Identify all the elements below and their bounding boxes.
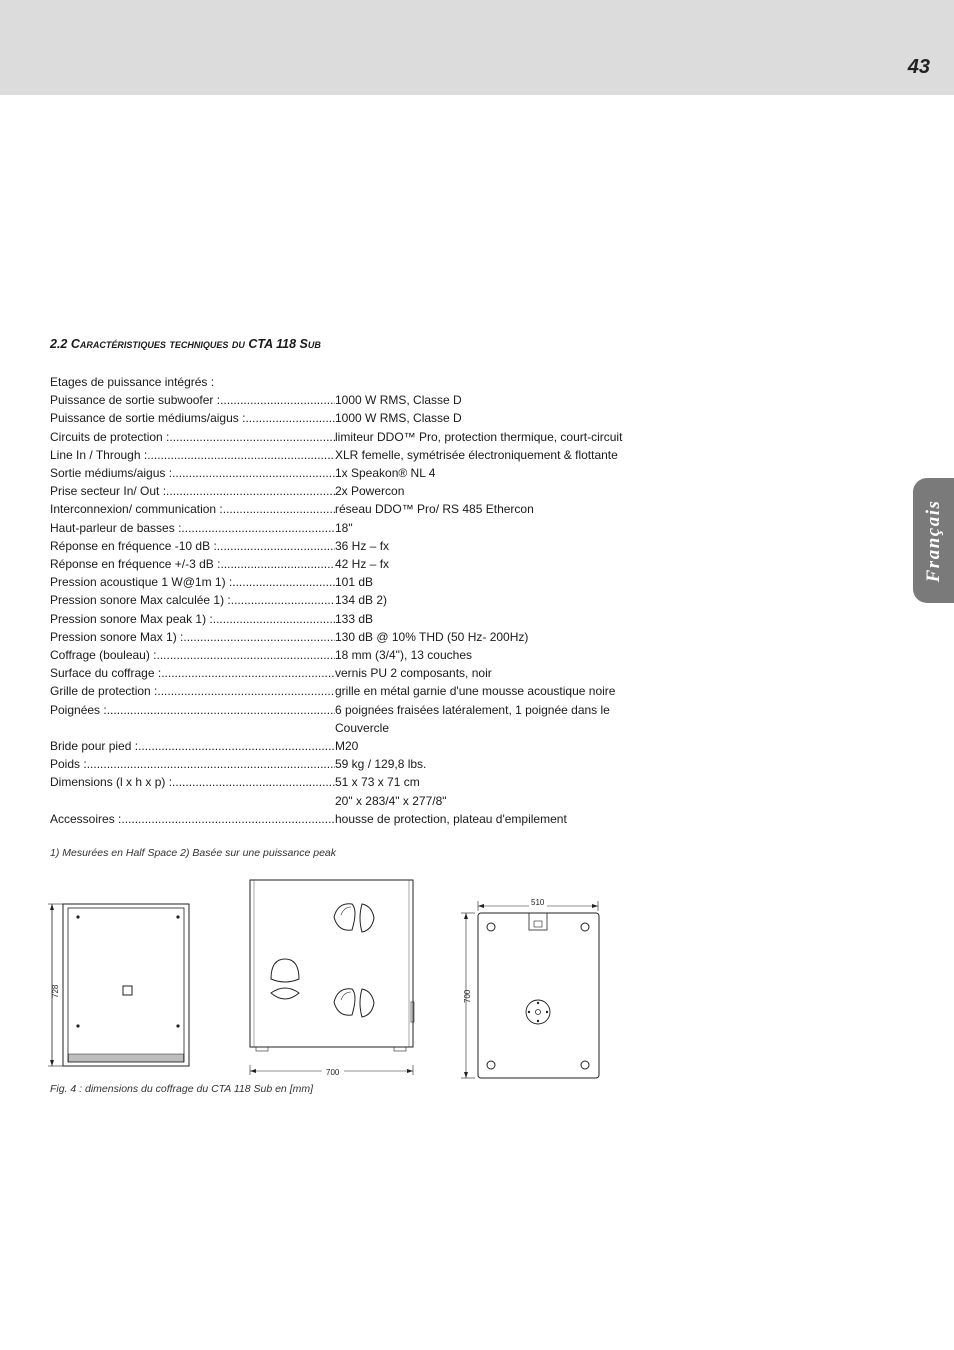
spec-row bbox=[50, 737, 650, 755]
spec-label-text: Prise secteur In/ Out : bbox=[50, 484, 167, 499]
leader-dots bbox=[181, 519, 335, 537]
spec-row bbox=[50, 628, 650, 646]
spec-label bbox=[50, 464, 335, 482]
spec-value: 18" bbox=[335, 520, 353, 535]
spec-label bbox=[50, 482, 335, 500]
leader-dots bbox=[172, 464, 335, 482]
spec-label bbox=[50, 537, 335, 555]
spec-row bbox=[50, 664, 650, 682]
spec-label bbox=[50, 573, 335, 591]
spec-label-text: Interconnexion/ communication : bbox=[50, 502, 223, 517]
language-tab bbox=[913, 478, 954, 603]
leader-dots bbox=[172, 773, 335, 791]
specs-list bbox=[50, 373, 650, 828]
leader-dots bbox=[183, 628, 335, 646]
spec-label-text: Pression sonore Max 1) : bbox=[50, 629, 184, 644]
spec-label bbox=[50, 591, 335, 609]
spec-row bbox=[50, 792, 650, 810]
spec-label-text: Sortie médiums/aigus : bbox=[50, 466, 173, 481]
spec-value: 133 dB bbox=[335, 611, 374, 626]
spec-row bbox=[50, 719, 650, 737]
section-title-text: Caractéristiques techniques du CTA 118 Sub bbox=[70, 337, 321, 351]
spec-label-text: Pression sonore Max peak 1) : bbox=[50, 611, 213, 626]
leader-dots bbox=[220, 555, 335, 573]
spec-label bbox=[50, 555, 335, 573]
spec-row bbox=[50, 519, 650, 537]
side-view-drawing bbox=[246, 877, 418, 1079]
leader-dots bbox=[107, 701, 335, 719]
spec-value: grille en métal garnie d'une mousse acoustique noire bbox=[335, 684, 616, 699]
spec-label-text: Haut-parleur de basses : bbox=[50, 520, 182, 535]
spec-label-text: Grille de protection : bbox=[50, 684, 158, 699]
spec-label bbox=[50, 646, 335, 664]
spec-row bbox=[50, 610, 650, 628]
spec-label bbox=[50, 428, 335, 446]
spec-label bbox=[50, 682, 335, 700]
leader-dots bbox=[232, 573, 335, 591]
spec-value: M20 bbox=[335, 739, 359, 754]
spec-label bbox=[50, 664, 335, 682]
spec-row bbox=[50, 810, 650, 828]
spec-label bbox=[50, 737, 335, 755]
spec-label-text: Dimensions (l x h x p) : bbox=[50, 775, 173, 790]
spec-label-text: Réponse en fréquence -10 dB : bbox=[50, 538, 217, 553]
leader-dots bbox=[231, 591, 335, 609]
spec-row bbox=[50, 646, 650, 664]
spec-row bbox=[50, 701, 650, 719]
spec-value: 1000 W RMS, Classe D bbox=[335, 411, 462, 426]
spec-label bbox=[50, 391, 335, 409]
spec-row bbox=[50, 755, 650, 773]
bottom-depth-label: 700 bbox=[463, 989, 472, 1003]
bottom-width-label: 510 bbox=[531, 898, 545, 907]
spec-value: 42 Hz – fx bbox=[335, 557, 390, 572]
spec-label-text: Pression acoustique 1 W@1m 1) : bbox=[50, 575, 233, 590]
spec-value: 1000 W RMS, Classe D bbox=[335, 393, 462, 408]
spec-value: vernis PU 2 composants, noir bbox=[335, 666, 492, 681]
header-band bbox=[0, 0, 954, 95]
leader-dots bbox=[220, 391, 335, 409]
spec-value: housse de protection, plateau d'empilement bbox=[335, 811, 567, 826]
spec-value: 51 x 73 x 71 cm bbox=[335, 775, 420, 790]
spec-row bbox=[50, 446, 650, 464]
leader-dots bbox=[157, 682, 335, 700]
spec-label-text: Circuits de protection : bbox=[50, 429, 170, 444]
spec-value: 101 dB bbox=[335, 575, 374, 590]
spec-value: 59 kg / 129,8 lbs. bbox=[335, 757, 427, 772]
spec-value: 6 poignées fraisées latéralement, 1 poignée dans le bbox=[335, 702, 610, 717]
spec-value: 1x Speakon® NL 4 bbox=[335, 466, 436, 481]
leader-dots bbox=[166, 482, 335, 500]
figure-caption: Fig. 4 : dimensions du coffrage du CTA 118 Sub en [mm] bbox=[50, 1083, 314, 1095]
spec-row bbox=[50, 682, 650, 700]
leader-dots bbox=[169, 428, 335, 446]
spec-value: 36 Hz – fx bbox=[335, 538, 390, 553]
spec-value: 2x Powercon bbox=[335, 484, 405, 499]
spec-row bbox=[50, 500, 650, 518]
section-title bbox=[50, 337, 321, 351]
spec-value: 20" x 283/4" x 277/8" bbox=[335, 793, 447, 808]
spec-label bbox=[50, 409, 335, 427]
section-number: 2.2 bbox=[50, 337, 68, 351]
spec-label bbox=[50, 755, 335, 773]
spec-label bbox=[50, 500, 335, 518]
side-width-label: 700 bbox=[326, 1068, 340, 1077]
spec-label-text: Puissance de sortie médiums/aigus : bbox=[50, 411, 246, 426]
spec-value: XLR femelle, symétrisée électroniquement & flottante bbox=[335, 447, 618, 462]
front-height-label: 728 bbox=[51, 984, 60, 998]
spec-row bbox=[50, 409, 650, 427]
leader-dots bbox=[223, 500, 335, 518]
spec-label bbox=[50, 773, 335, 791]
spec-label bbox=[50, 810, 335, 828]
spec-row bbox=[50, 591, 650, 609]
spec-label-text: Puissance de sortie subwoofer : bbox=[50, 393, 221, 408]
spec-label-text: Coffrage (bouleau) : bbox=[50, 648, 157, 663]
spec-value: Couvercle bbox=[335, 720, 390, 735]
leader-dots bbox=[121, 810, 335, 828]
leader-dots bbox=[161, 664, 335, 682]
spec-label bbox=[50, 610, 335, 628]
spec-label bbox=[50, 701, 335, 719]
spec-label-text: Poids : bbox=[50, 757, 87, 772]
spec-label-text: Accessoires : bbox=[50, 811, 122, 826]
spec-row bbox=[50, 464, 650, 482]
spec-label-text: Réponse en fréquence +/-3 dB : bbox=[50, 557, 221, 572]
spec-label-text: Surface du coffrage : bbox=[50, 666, 162, 681]
spec-row bbox=[50, 555, 650, 573]
specs-intro-row bbox=[50, 373, 650, 391]
language-tab-label: Français bbox=[922, 499, 944, 582]
leader-dots bbox=[87, 755, 335, 773]
spec-value: réseau DDO™ Pro/ RS 485 Ethercon bbox=[335, 502, 534, 517]
spec-value: 134 dB 2) bbox=[335, 593, 388, 608]
spec-row bbox=[50, 482, 650, 500]
spec-row bbox=[50, 537, 650, 555]
leader-dots bbox=[245, 409, 335, 427]
spec-row bbox=[50, 391, 650, 409]
leader-dots bbox=[157, 646, 335, 664]
spec-value: 130 dB @ 10% THD (50 Hz- 200Hz) bbox=[335, 629, 529, 644]
bottom-view-drawing bbox=[458, 895, 604, 1081]
spec-label bbox=[50, 628, 335, 646]
spec-label-text: Poignées : bbox=[50, 702, 107, 717]
page-number: 43 bbox=[907, 56, 930, 78]
spec-value: limiteur DDO™ Pro, protection thermique, court-circuit bbox=[335, 429, 623, 444]
spec-label bbox=[50, 519, 335, 537]
footnote: 1) Mesurées en Half Space 2) Basée sur une puissance peak bbox=[50, 847, 336, 859]
leader-dots bbox=[213, 610, 335, 628]
spec-row bbox=[50, 428, 650, 446]
specs-intro: Etages de puissance intégrés : bbox=[50, 375, 215, 389]
spec-label-text: Line In / Through : bbox=[50, 447, 148, 462]
spec-row bbox=[50, 573, 650, 591]
spec-value: 18 mm (3/4"), 13 couches bbox=[335, 648, 472, 663]
spec-label-text: Bride pour pied : bbox=[50, 739, 139, 754]
spec-row bbox=[50, 773, 650, 791]
leader-dots bbox=[147, 446, 335, 464]
front-view-drawing bbox=[44, 898, 194, 1074]
spec-label-text: Pression sonore Max calculée 1) : bbox=[50, 593, 231, 608]
leader-dots bbox=[138, 737, 335, 755]
leader-dots bbox=[217, 537, 335, 555]
spec-label bbox=[50, 446, 335, 464]
